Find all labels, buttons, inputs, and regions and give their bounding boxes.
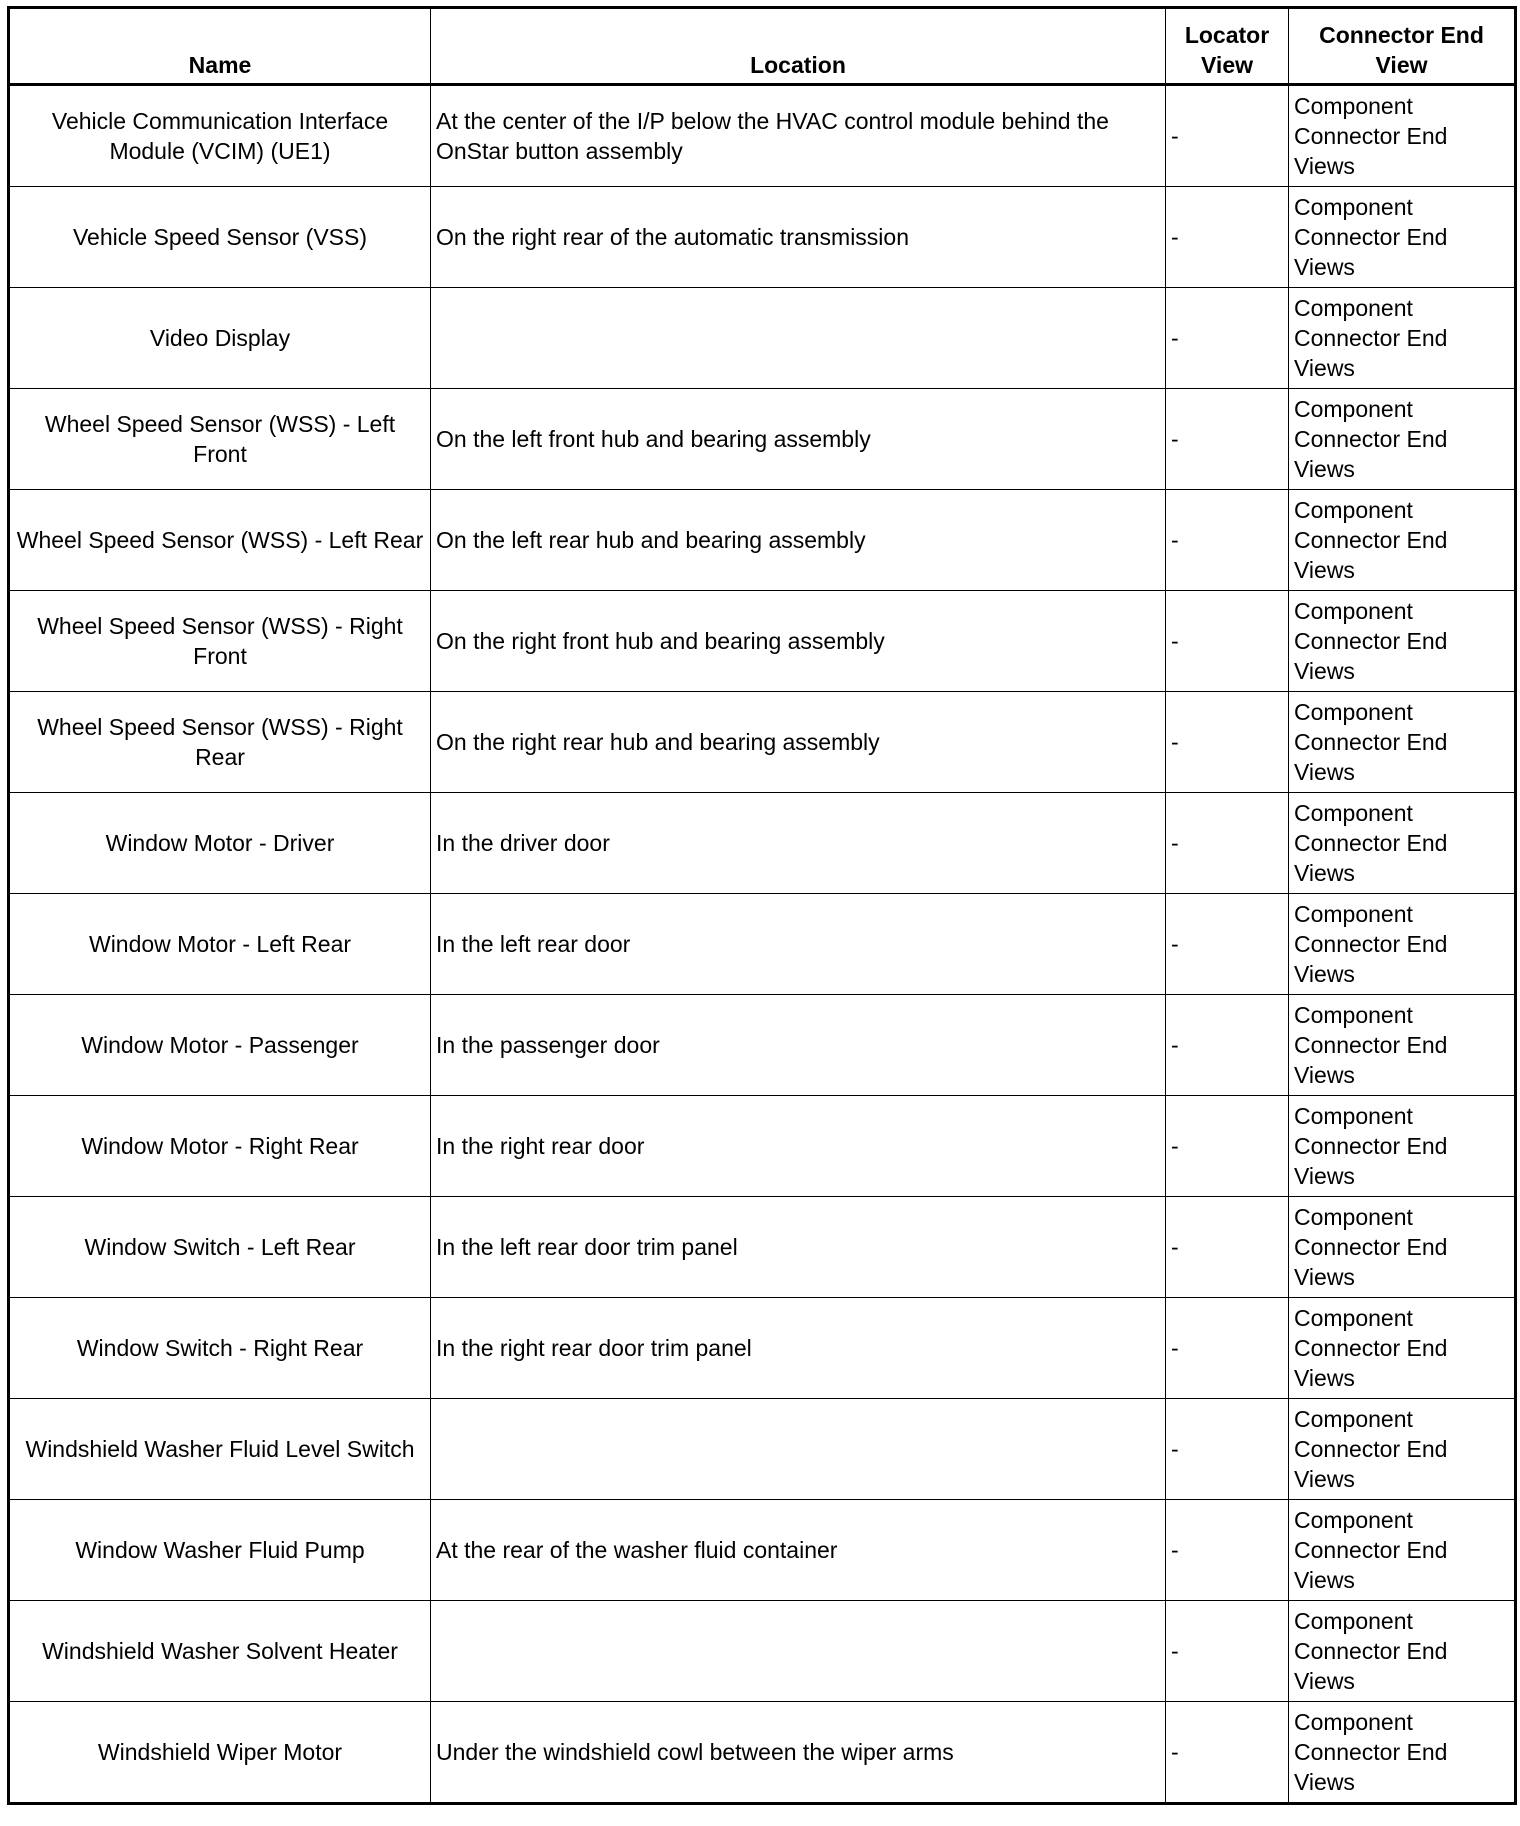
component-name: Window Motor - Driver — [9, 793, 431, 894]
component-name: Window Switch - Left Rear — [9, 1197, 431, 1298]
component-name: Windshield Washer Fluid Level Switch — [9, 1399, 431, 1500]
component-name: Vehicle Speed Sensor (VSS) — [9, 187, 431, 288]
component-name: Window Motor - Right Rear — [9, 1096, 431, 1197]
component-location: Under the windshield cowl between the wiper arms — [431, 1702, 1166, 1804]
connector-end-view-link[interactable]: Component Connector End Views — [1289, 995, 1516, 1096]
connector-end-view-link[interactable]: Component Connector End Views — [1289, 894, 1516, 995]
table-row — [9, 1500, 1516, 1601]
locator-view-link: - — [1166, 389, 1289, 490]
locator-view-link: - — [1166, 1500, 1289, 1601]
component-name: Windshield Wiper Motor — [9, 1702, 431, 1804]
connector-end-view-link[interactable]: Component Connector End Views — [1289, 187, 1516, 288]
locator-view-link: - — [1166, 1096, 1289, 1197]
locator-view-link: - — [1166, 1399, 1289, 1500]
connector-end-view-link[interactable]: Component Connector End Views — [1289, 591, 1516, 692]
component-name: Window Washer Fluid Pump — [9, 1500, 431, 1601]
component-location: On the right rear hub and bearing assembly — [431, 692, 1166, 793]
component-name: Window Motor - Left Rear — [9, 894, 431, 995]
component-location: In the left rear door — [431, 894, 1166, 995]
component-location — [431, 1601, 1166, 1702]
connector-end-view-link[interactable]: Component Connector End Views — [1289, 793, 1516, 894]
connector-end-view-link[interactable]: Component Connector End Views — [1289, 85, 1516, 187]
component-location: In the left rear door trim panel — [431, 1197, 1166, 1298]
locator-view-link: - — [1166, 894, 1289, 995]
locator-view-link: - — [1166, 1197, 1289, 1298]
component-location: On the right rear of the automatic transmission — [431, 187, 1166, 288]
component-name: Window Switch - Right Rear — [9, 1298, 431, 1399]
table-row — [9, 995, 1516, 1096]
header-locator-view: Locator View — [1166, 8, 1289, 85]
connector-end-view-link[interactable]: Component Connector End Views — [1289, 288, 1516, 389]
connector-end-view-link[interactable]: Component Connector End Views — [1289, 1197, 1516, 1298]
component-name: Wheel Speed Sensor (WSS) - Left Front — [9, 389, 431, 490]
table-row — [9, 1601, 1516, 1702]
component-name: Wheel Speed Sensor (WSS) - Left Rear — [9, 490, 431, 591]
component-name: Wheel Speed Sensor (WSS) - Right Front — [9, 591, 431, 692]
table-row — [9, 1096, 1516, 1197]
table-row — [9, 692, 1516, 793]
locator-view-link: - — [1166, 793, 1289, 894]
component-locator-table — [7, 6, 1517, 1805]
component-location — [431, 1399, 1166, 1500]
component-location: In the right rear door trim panel — [431, 1298, 1166, 1399]
component-name: Wheel Speed Sensor (WSS) - Right Rear — [9, 692, 431, 793]
table-row — [9, 288, 1516, 389]
connector-end-view-link[interactable]: Component Connector End Views — [1289, 389, 1516, 490]
connector-end-view-link[interactable]: Component Connector End Views — [1289, 1500, 1516, 1601]
table-row — [9, 187, 1516, 288]
component-location: In the driver door — [431, 793, 1166, 894]
connector-end-view-link[interactable]: Component Connector End Views — [1289, 1298, 1516, 1399]
connector-end-view-link[interactable]: Component Connector End Views — [1289, 1601, 1516, 1702]
connector-end-view-link[interactable]: Component Connector End Views — [1289, 1399, 1516, 1500]
component-name: Video Display — [9, 288, 431, 389]
connector-end-view-link[interactable]: Component Connector End Views — [1289, 490, 1516, 591]
locator-view-link: - — [1166, 1702, 1289, 1804]
component-name: Window Motor - Passenger — [9, 995, 431, 1096]
header-location: Location — [431, 8, 1166, 85]
locator-view-link: - — [1166, 995, 1289, 1096]
component-location — [431, 288, 1166, 389]
locator-view-link: - — [1166, 692, 1289, 793]
locator-view-link: - — [1166, 1601, 1289, 1702]
table-row — [9, 1702, 1516, 1804]
locator-view-link: - — [1166, 1298, 1289, 1399]
header-name: Name — [9, 8, 431, 85]
table-row — [9, 1298, 1516, 1399]
component-name: Vehicle Communication Interface Module (VCIM) (UE1) — [9, 85, 431, 187]
locator-view-link: - — [1166, 85, 1289, 187]
header-connector-end-view: Connector End View — [1289, 8, 1516, 85]
component-location: In the right rear door — [431, 1096, 1166, 1197]
component-location: On the left front hub and bearing assembly — [431, 389, 1166, 490]
table-row — [9, 591, 1516, 692]
table-row — [9, 389, 1516, 490]
component-name: Windshield Washer Solvent Heater — [9, 1601, 431, 1702]
locator-view-link: - — [1166, 591, 1289, 692]
table-row — [9, 490, 1516, 591]
header-row — [9, 8, 1516, 85]
component-location: At the rear of the washer fluid container — [431, 1500, 1166, 1601]
connector-end-view-link[interactable]: Component Connector End Views — [1289, 692, 1516, 793]
table-row — [9, 793, 1516, 894]
locator-view-link: - — [1166, 490, 1289, 591]
locator-view-link: - — [1166, 187, 1289, 288]
component-location: In the passenger door — [431, 995, 1166, 1096]
table-row — [9, 1399, 1516, 1500]
locator-view-link: - — [1166, 288, 1289, 389]
connector-end-view-link[interactable]: Component Connector End Views — [1289, 1096, 1516, 1197]
component-location: At the center of the I/P below the HVAC control module behind the OnStar button assembly — [431, 85, 1166, 187]
table-row — [9, 894, 1516, 995]
table-row — [9, 1197, 1516, 1298]
connector-end-view-link[interactable]: Component Connector End Views — [1289, 1702, 1516, 1804]
component-location: On the right front hub and bearing assembly — [431, 591, 1166, 692]
component-location: On the left rear hub and bearing assembly — [431, 490, 1166, 591]
table-row — [9, 85, 1516, 187]
